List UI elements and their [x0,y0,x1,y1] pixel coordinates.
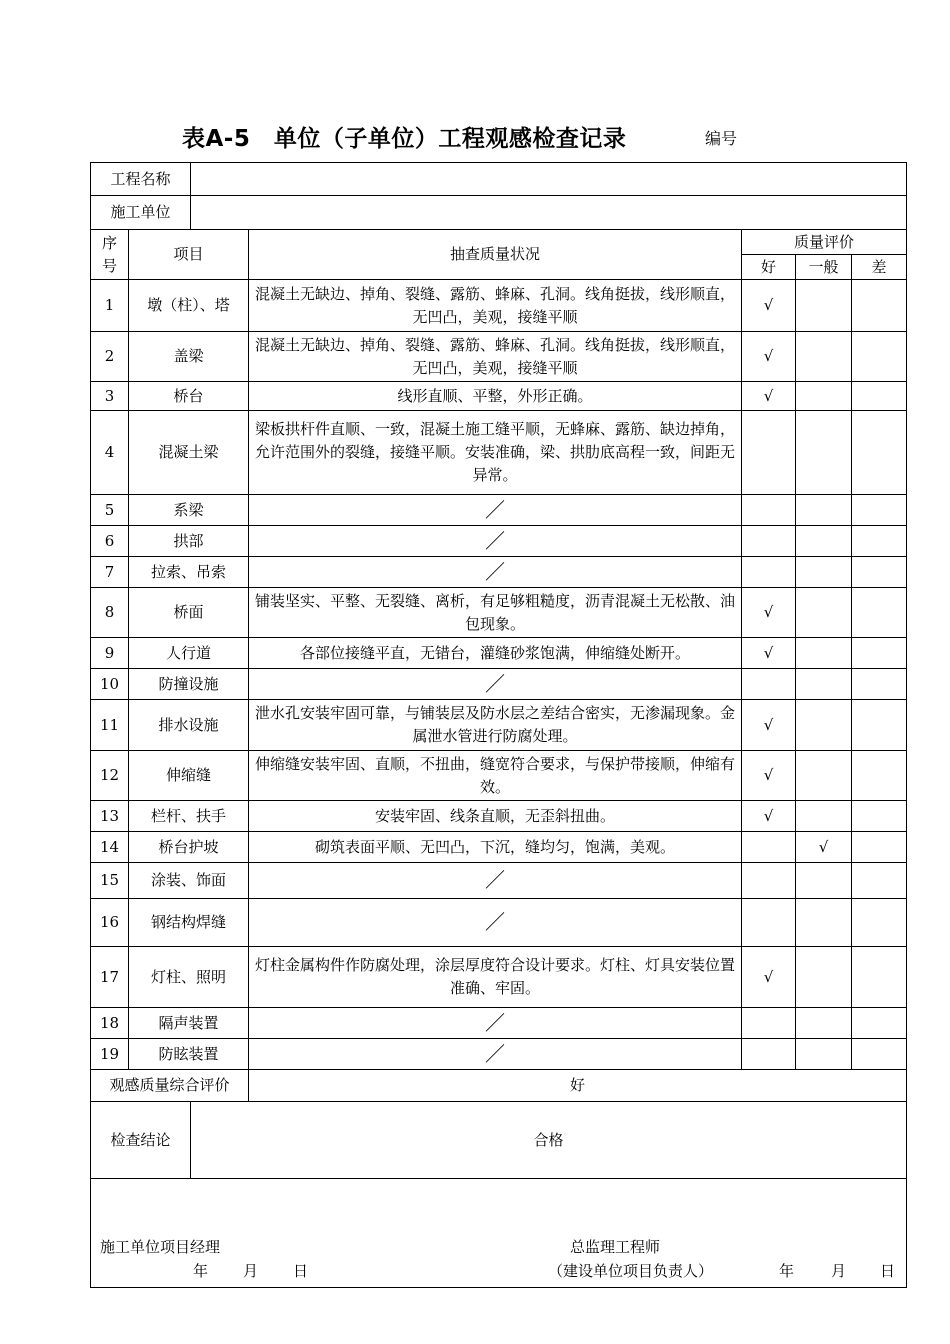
rating-good-cell[interactable]: √ [742,588,796,638]
row-item: 系梁 [129,495,249,526]
row-number: 13 [91,801,129,832]
table-row [91,495,907,526]
page-title: 表A-5 单位（子单位）工程观感检查记录 [182,126,627,152]
conclusion-row [91,1102,907,1179]
row-number: 15 [91,863,129,899]
owner-rep-label: （建设单位项目负责人） [548,1262,714,1280]
construction-unit-label: 施工单位 [91,196,191,230]
table-row [91,1008,907,1039]
row-condition: ／ [249,1008,742,1039]
col-rating-header: 质量评价 [742,230,907,255]
table-row [91,382,907,411]
row-condition: ／ [249,863,742,899]
rating-poor-cell[interactable] [852,899,907,947]
row-condition: 伸缩缝安装牢固、直顺，不扭曲，缝宽符合要求，与保护带接顺，伸缩有效。 [249,751,742,801]
rating-fair-cell[interactable] [796,801,852,832]
table-row [91,526,907,557]
row-condition: 混凝土无缺边、掉角、裂缝、露筋、蜂麻、孔洞。线角挺拔，线形顺直，无凹凸，美观，接缝平顺 [249,280,742,332]
col-good-header: 好 [742,255,796,280]
rating-poor-cell[interactable] [852,751,907,801]
col-fair-header: 一般 [796,255,852,280]
row-number: 10 [91,669,129,700]
table-row [91,832,907,863]
row-condition: 安装牢固、线条直顺，无歪斜扭曲。 [249,801,742,832]
conclusion-value[interactable]: 合格 [191,1102,907,1179]
row-condition: 铺装坚实、平整、无裂缝、离析，有足够粗糙度，沥青混凝土无松散、油包现象。 [249,588,742,638]
overall-row [91,1070,907,1102]
col-poor-header: 差 [852,255,907,280]
supervisor-year: 年 [779,1262,795,1280]
rating-good-cell[interactable] [742,1039,796,1070]
rating-poor-cell[interactable] [852,382,907,411]
rating-fair-cell[interactable] [796,947,852,1008]
construction-unit-row [91,196,907,230]
rating-good-cell[interactable] [742,899,796,947]
supervisor-month: 月 [831,1262,847,1280]
rating-good-cell[interactable] [742,526,796,557]
rating-poor-cell[interactable] [852,1008,907,1039]
table-row [91,669,907,700]
signature-cell [91,1179,907,1288]
row-number: 14 [91,832,129,863]
row-number: 1 [91,280,129,332]
row-item: 钢结构焊缝 [129,899,249,947]
row-condition: ／ [249,669,742,700]
row-item: 桥台护坡 [129,832,249,863]
row-condition: ／ [249,899,742,947]
project-name-field[interactable] [191,163,907,196]
rating-fair-cell[interactable] [796,495,852,526]
row-number: 12 [91,751,129,801]
rating-good-cell[interactable]: √ [742,700,796,751]
row-item: 桥台 [129,382,249,411]
rating-good-cell[interactable] [742,863,796,899]
rating-poor-cell[interactable] [852,557,907,588]
rating-poor-cell[interactable] [852,588,907,638]
row-number: 9 [91,638,129,669]
row-item: 桥面 [129,588,249,638]
row-item: 混凝土梁 [129,411,249,495]
row-condition: ／ [249,557,742,588]
rating-fair-cell[interactable] [796,557,852,588]
row-number: 17 [91,947,129,1008]
row-condition: 混凝土无缺边、掉角、裂缝、露筋、蜂麻、孔洞。线角挺拔，线形顺直，无凹凸，美观，接缝平顺 [249,332,742,382]
row-condition: ／ [249,526,742,557]
construction-unit-field[interactable] [191,196,907,230]
row-item: 灯柱、照明 [129,947,249,1008]
rating-good-cell[interactable]: √ [742,751,796,801]
row-item: 盖梁 [129,332,249,382]
contractor-month: 月 [243,1262,259,1280]
rating-good-cell[interactable] [742,411,796,495]
rating-fair-cell[interactable] [796,669,852,700]
supervisor-day: 日 [880,1262,896,1280]
row-number: 7 [91,557,129,588]
row-item: 拱部 [129,526,249,557]
rating-fair-cell[interactable] [796,1008,852,1039]
rating-good-cell[interactable]: √ [742,382,796,411]
rating-poor-cell[interactable] [852,526,907,557]
rating-poor-cell[interactable] [852,495,907,526]
rating-fair-cell[interactable]: √ [796,832,852,863]
title-row [0,120,950,154]
rating-good-cell[interactable] [742,1008,796,1039]
row-condition: 梁板拱杆件直顺、一致，混凝土施工缝平顺，无蜂麻、露筋、缺边掉角，允许范围外的裂缝，接缝平顺。安装准确，梁、拱肋底高程一致，间距无异常。 [249,411,742,495]
rating-good-cell[interactable]: √ [742,332,796,382]
row-number: 5 [91,495,129,526]
table-row [91,863,907,899]
row-item: 隔声装置 [129,1008,249,1039]
row-condition: 各部位接缝平直，无错台，灌缝砂浆饱满，伸缩缝处断开。 [249,638,742,669]
rating-poor-cell[interactable] [852,332,907,382]
conclusion-label: 检查结论 [91,1102,191,1179]
chief-supervisor-label: 总监理工程师 [570,1238,661,1256]
rating-fair-cell[interactable] [796,411,852,495]
rating-poor-cell[interactable] [852,832,907,863]
rating-fair-cell[interactable] [796,700,852,751]
row-number: 4 [91,411,129,495]
rating-fair-cell[interactable] [796,751,852,801]
table-row [91,1039,907,1070]
contractor-pm-label: 施工单位项目经理 [100,1238,221,1256]
rating-poor-cell[interactable] [852,280,907,332]
row-number: 11 [91,700,129,751]
rating-poor-cell[interactable] [852,863,907,899]
rating-fair-cell[interactable] [796,280,852,332]
rating-good-cell[interactable]: √ [742,638,796,669]
table-row [91,700,907,751]
rating-fair-cell[interactable] [796,332,852,382]
contractor-day: 日 [293,1262,309,1280]
rating-poor-cell[interactable] [852,801,907,832]
table-row [91,411,907,495]
table-row [91,751,907,801]
col-seq-header: 序号 [91,230,129,280]
rating-good-cell[interactable]: √ [742,801,796,832]
signature-row [91,1179,907,1288]
row-item: 拉索、吊索 [129,557,249,588]
rating-fair-cell[interactable] [796,526,852,557]
row-item: 防眩装置 [129,1039,249,1070]
row-item: 防撞设施 [129,669,249,700]
table-row [91,280,907,332]
table-row [91,557,907,588]
overall-label: 观感质量综合评价 [91,1070,249,1102]
row-condition: 砌筑表面平顺、无凹凸，下沉，缝均匀，饱满，美观。 [249,832,742,863]
rating-good-cell[interactable] [742,495,796,526]
rating-good-cell[interactable] [742,557,796,588]
table-row [91,332,907,382]
row-item: 栏杆、扶手 [129,801,249,832]
rating-poor-cell[interactable] [852,700,907,751]
rating-good-cell[interactable]: √ [742,947,796,1008]
rating-poor-cell[interactable] [852,638,907,669]
project-name-label: 工程名称 [91,163,191,196]
rating-fair-cell[interactable] [796,899,852,947]
row-number: 19 [91,1039,129,1070]
rating-fair-cell[interactable] [796,638,852,669]
rating-good-cell[interactable] [742,832,796,863]
row-condition: ／ [249,495,742,526]
inspection-form [90,162,907,1288]
rating-good-cell[interactable]: √ [742,280,796,332]
rating-poor-cell[interactable] [852,411,907,495]
row-number: 2 [91,332,129,382]
row-number: 18 [91,1008,129,1039]
row-number: 3 [91,382,129,411]
code-label: 编号 [705,129,738,148]
rating-fair-cell[interactable] [796,863,852,899]
project-name-row [91,163,907,196]
table-row [91,899,907,947]
rating-fair-cell[interactable] [796,382,852,411]
row-condition: 泄水孔安装牢固可靠，与铺装层及防水层之差结合密实，无渗漏现象。金属泄水管进行防腐处理。 [249,700,742,751]
row-condition: ／ [249,1039,742,1070]
rating-poor-cell[interactable] [852,947,907,1008]
row-number: 8 [91,588,129,638]
table-row [91,947,907,1008]
column-header-row [91,230,907,255]
rating-poor-cell[interactable] [852,1039,907,1070]
contractor-year: 年 [193,1262,209,1280]
col-condition-header: 抽查质量状况 [249,230,742,280]
row-item: 排水设施 [129,700,249,751]
rating-fair-cell[interactable] [796,588,852,638]
table-row [91,801,907,832]
col-item-header: 项目 [129,230,249,280]
row-item: 涂装、饰面 [129,863,249,899]
row-condition: 线形直顺、平整，外形正确。 [249,382,742,411]
row-number: 16 [91,899,129,947]
row-item: 伸缩缝 [129,751,249,801]
rating-good-cell[interactable] [742,669,796,700]
table-row [91,588,907,638]
row-condition: 灯柱金属构件作防腐处理，涂层厚度符合设计要求。灯柱、灯具安装位置准确、牢固。 [249,947,742,1008]
overall-value[interactable]: 好 [249,1070,907,1102]
row-item: 人行道 [129,638,249,669]
table-row [91,638,907,669]
rating-poor-cell[interactable] [852,669,907,700]
rating-fair-cell[interactable] [796,1039,852,1070]
row-item: 墩（柱）、塔 [129,280,249,332]
row-number: 6 [91,526,129,557]
